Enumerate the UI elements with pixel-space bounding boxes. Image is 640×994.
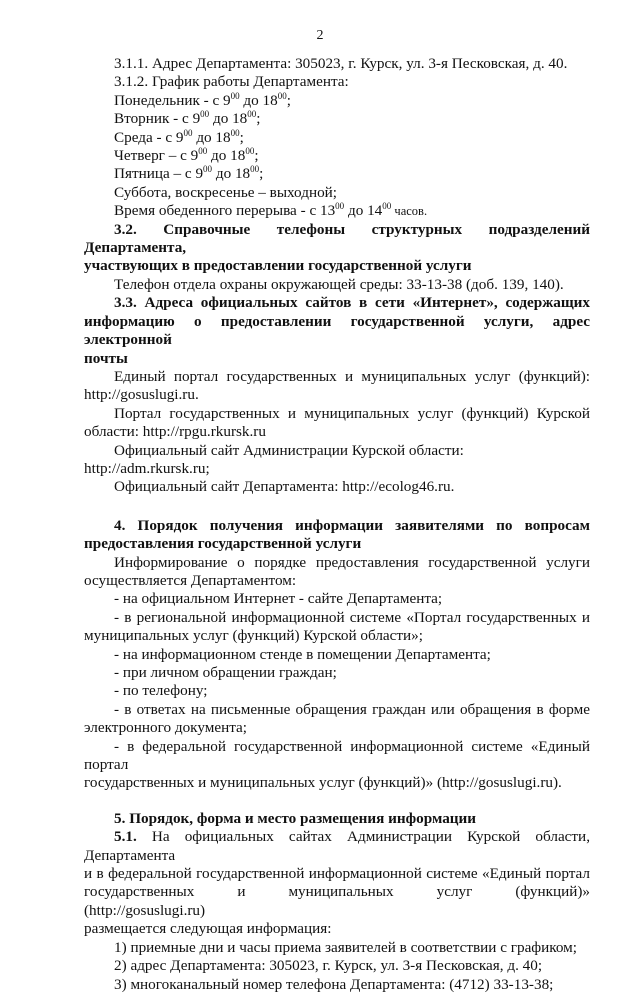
section-3-3-title-line2: информацию о предоставлении государственной услуги, адрес электронной xyxy=(84,312,590,349)
schedule-tuesday: Вторник - с $9^{00}$ до $18^{00}$; xyxy=(114,109,261,128)
section-5-1-line4: размещается следующая информация: xyxy=(84,920,332,938)
section-5-title: 5. Порядок, форма и место размещения информации xyxy=(114,809,477,827)
schedule-monday: Понедельник - с $9^{00}$ до $18^{00}$; xyxy=(114,90,291,109)
info-item-stand: - на информационном стенде в помещении Департамента; xyxy=(114,645,491,663)
info-item-written-line1: - в ответах на письменные обращения граждан или обращения в форме xyxy=(114,700,590,718)
section-spacer xyxy=(84,497,590,517)
section-5-1-line1: 5.1. На официальных сайтах Администрации Курской области, Департамента xyxy=(84,828,590,864)
section-4-title-line2: предоставления государственной услуги xyxy=(84,535,362,553)
address-line: 3.1.1. Адрес Департамента: 305023, г. Курск, ул. 3-я Песковская, д. 40. xyxy=(114,55,568,72)
info-item-website: - на официальном Интернет - сайте Департамента; xyxy=(114,590,443,608)
document-body xyxy=(84,55,590,994)
section-5-1-line3: государственных и муниципальных услуг (функций)» (http://gosuslugi.ru) xyxy=(84,883,590,919)
portal-line1: Единый портал государственных и муниципальных услуг (функций): xyxy=(114,367,590,385)
info-item-personal: - при личном обращении граждан; xyxy=(114,664,337,681)
regional-portal-line2: области: http://rpgu.rkursk.ru xyxy=(84,423,266,441)
section-4-title-line1: 4. Порядок получения информации заявителями по вопросам xyxy=(114,516,590,534)
page-number: 2 xyxy=(316,28,324,43)
schedule-weekend: Суббота, воскресенье – выходной; xyxy=(114,183,338,201)
info-item-regional-line2: муниципальных услуг (функций) Курской области»; xyxy=(84,627,423,645)
section-3-2-title-line1: 3.2. Справочные телефоны структурных подразделений Департамента, xyxy=(84,220,590,257)
schedule-thursday: Четверг – с $9^{00}$ до $18^{00}$; xyxy=(114,146,259,165)
info-item-federal-line1: - в федеральной государственной информационной системе «Единый портал xyxy=(84,737,590,774)
section-4-intro-line2: осуществляется Департаментом: xyxy=(84,571,297,589)
schedule-lunch: Время обеденного перерыва - с $13^{00}$ до $14^{00}$ часов. xyxy=(114,201,428,220)
info-item-regional-line1: - в региональной информационной системе «Портал государственных и xyxy=(114,608,590,626)
section-5-1-line2: и в федеральной государственной информационной системе «Единый портал xyxy=(84,865,590,883)
info-item-federal-line2: государственных и муниципальных услуг (функций)» (http://gosuslugi.ru). xyxy=(84,774,562,792)
numbered-item-1: 1) приемные дни и часы приема заявителей в соответствии с графиком; xyxy=(114,938,578,956)
section-3-3-title-line1: 3.3. Адреса официальных сайтов в сети «Интернет», содержащих xyxy=(114,294,590,312)
section-spacer xyxy=(84,793,590,810)
info-item-written-line2: электронного документа; xyxy=(84,719,247,737)
schedule-heading: 3.1.2. График работы Департамента: xyxy=(114,73,349,91)
regional-portal-line1: Портал государственных и муниципальных услуг (функций) Курской xyxy=(114,404,590,422)
schedule-friday: Пятница – с $9^{00}$ до $18^{00}$; xyxy=(114,164,264,183)
section-4-intro-line1: Информирование о порядке предоставления государственной услуги xyxy=(114,553,590,571)
department-site-line: Официальный сайт Департамента: http://ecolog46.ru. xyxy=(114,478,455,496)
section-3-3-title-line3: почты xyxy=(84,349,128,367)
numbered-item-3: 3) многоканальный номер телефона Департамента: (4712) 33-13-38; xyxy=(114,975,554,993)
portal-line2: http://gosuslugi.ru. xyxy=(84,386,199,404)
schedule-wednesday: Среда - с $9^{00}$ до $18^{00}$; xyxy=(114,127,244,146)
section-3-2-title-line2: участвующих в предоставлении государственной услуги xyxy=(84,257,472,275)
admin-site-line: Официальный сайт Администрации Курской области: http://adm.rkursk.ru; xyxy=(84,441,464,477)
info-item-phone: - по телефону; xyxy=(114,682,208,700)
numbered-item-2: 2) адрес Департамента: 305023, г. Курск, ул. 3-я Песковская, д. 40; xyxy=(114,957,543,975)
section-3-2-phone: Телефон отдела охраны окружающей среды: 33-13-38 (доб. 139, 140). xyxy=(114,275,564,293)
